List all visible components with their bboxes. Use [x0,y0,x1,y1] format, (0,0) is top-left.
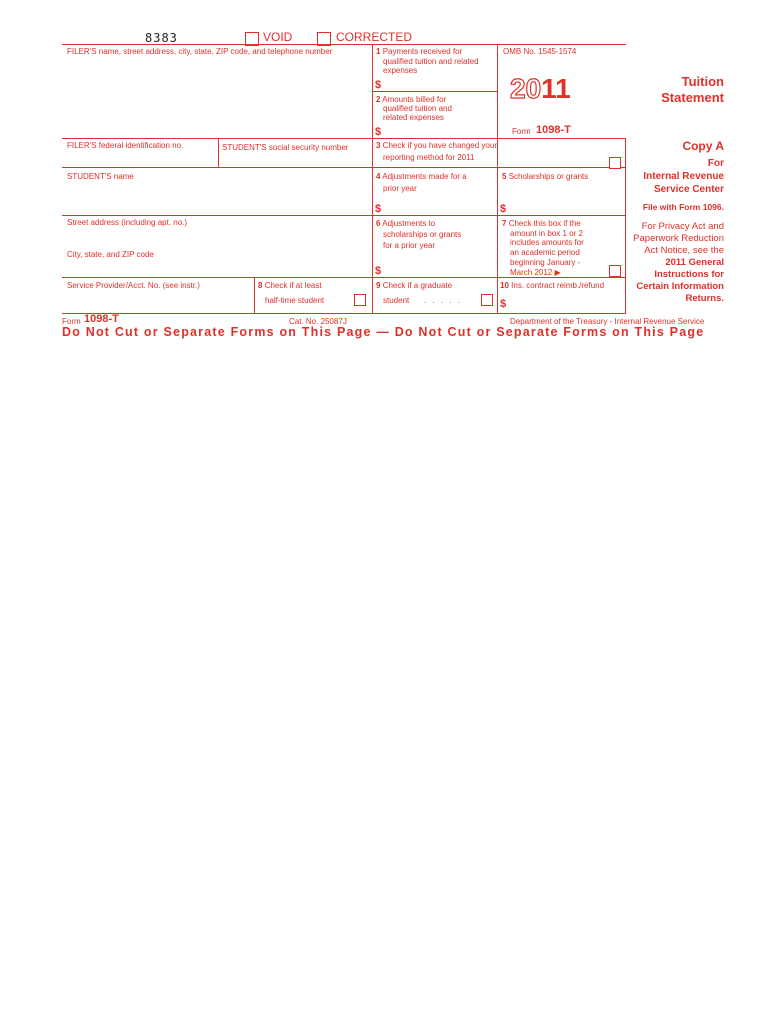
box3-label-line2: reporting method for 2011 [383,153,475,162]
service-provider-label: Service Provider/Acct. No. (see instr.) [67,281,200,290]
corrected-label: CORRECTED [336,30,413,44]
box1-amount-field[interactable] [385,78,495,90]
box7-label-line6: March 2012 ▶ [510,268,561,277]
city-label: City, state, and ZIP code [67,250,154,259]
box9-checkbox[interactable] [481,294,493,306]
box2-dollar: $ [375,126,382,138]
box8-label: 8 Check if at least [258,281,322,290]
box9-label-line2: student [383,296,410,305]
student-name-label: STUDENT'S name [67,172,134,181]
box8-label-line2: half-time student [265,296,325,305]
for-line-3: Service Center [653,184,724,195]
void-label: VOID [263,30,293,44]
cat-number: Cat. No. 25087J [289,317,347,326]
copy-label: Copy A [682,139,724,153]
for-line-1: For [707,158,724,169]
box6-label: 6 Adjustments to [376,219,436,228]
footer-form-label: Form [62,317,81,326]
title-line1: Tuition [681,74,724,89]
box6-label-line2: scholarships or grants [383,230,462,239]
department: Department of the Treasury - Internal Revenue Service [510,317,705,326]
box7-label-line4: an academic period [510,248,580,257]
box1-dollar: $ [375,79,382,91]
for-line-2: Internal Revenue [643,171,724,182]
box6-label-line3: for a prior year [383,241,436,250]
student-name-field[interactable] [63,183,371,214]
box4-label-line2: prior year [383,184,417,193]
box7-checkbox[interactable] [609,265,621,277]
privacy-bold-line-1: 2011 General [665,257,724,268]
box4-label: 4 Adjustments made for a [376,172,467,181]
title-line2: Statement [661,90,724,105]
box7-label-line2: amount in box 1 or 2 [510,229,583,238]
privacy-line-2: Paperwork Reduction [633,233,724,244]
box6-amount-field[interactable] [385,264,495,276]
box1-label-line3: expenses [383,66,418,75]
box8-checkbox[interactable] [354,294,366,306]
service-provider-field[interactable] [63,292,253,312]
box5-label: 5 Scholarships or grants [502,172,589,181]
box3-label: 3 Check if you have changed your [376,141,497,150]
privacy-line-3: Act Notice, see the [644,245,724,256]
box7-label-line3: includes amounts for [510,238,584,247]
tax-year: 2011 [510,73,571,104]
box5-dollar: $ [500,203,507,215]
form-code: 8383 [145,31,178,45]
filer-name-label: FILER'S name, street address, city, state, ZIP code, and telephone number [67,47,333,56]
student-ssn-label: STUDENT'S social security number [222,143,349,152]
box2-label: 2 Amounts billed for [376,95,447,104]
box2-label-line3: related expenses [383,113,444,122]
box3-checkbox[interactable] [609,157,621,169]
box6-dollar: $ [375,265,382,277]
box2-label-line2: qualified tuition and [383,104,452,113]
file-with: File with Form 1096. [642,202,724,212]
filer-fed-id-field[interactable] [63,151,217,166]
street-address-field[interactable] [63,229,371,247]
privacy-bold-line-4: Returns. [685,293,724,304]
form-label: Form [512,127,531,136]
box10-dollar: $ [500,298,507,310]
do-not-cut-notice: Do Not Cut or Separate Forms on This Page — Do Not Cut or Separate Forms on This Page [62,325,705,339]
footer-form-number: 1098-T [84,313,119,325]
box10-label: 10 Ins. contract reimb./refund [500,281,605,290]
box5-amount-field[interactable] [510,202,623,214]
box7-label-line5: beginning January - [510,258,581,267]
city-field[interactable] [63,260,371,276]
student-ssn-field[interactable] [219,153,371,166]
privacy-bold-line-3: Certain Information [636,281,724,292]
box4-dollar: $ [375,203,382,215]
box10-amount-field[interactable] [510,297,623,312]
privacy-bold-line-2: Instructions for [654,269,724,280]
box1-label-line2: qualified tuition and related [383,57,479,66]
box7-label: 7 Check this box if the [502,219,581,228]
omb-number: OMB No. 1545-1574 [503,47,577,56]
form-number: 1098-T [536,124,571,136]
box9-label: 9 Check if a graduate [376,281,453,290]
box1-label: 1 Payments received for [376,47,463,56]
street-address-label: Street address (including apt. no.) [67,218,188,227]
filer-fed-id-label: FILER'S federal identification no. [67,141,184,150]
box2-amount-field[interactable] [385,125,495,137]
privacy-line-1: For Privacy Act and [641,221,724,232]
box9-dots: . . . . . [424,296,463,305]
box4-amount-field[interactable] [385,202,495,214]
filer-name-field[interactable] [63,58,371,137]
